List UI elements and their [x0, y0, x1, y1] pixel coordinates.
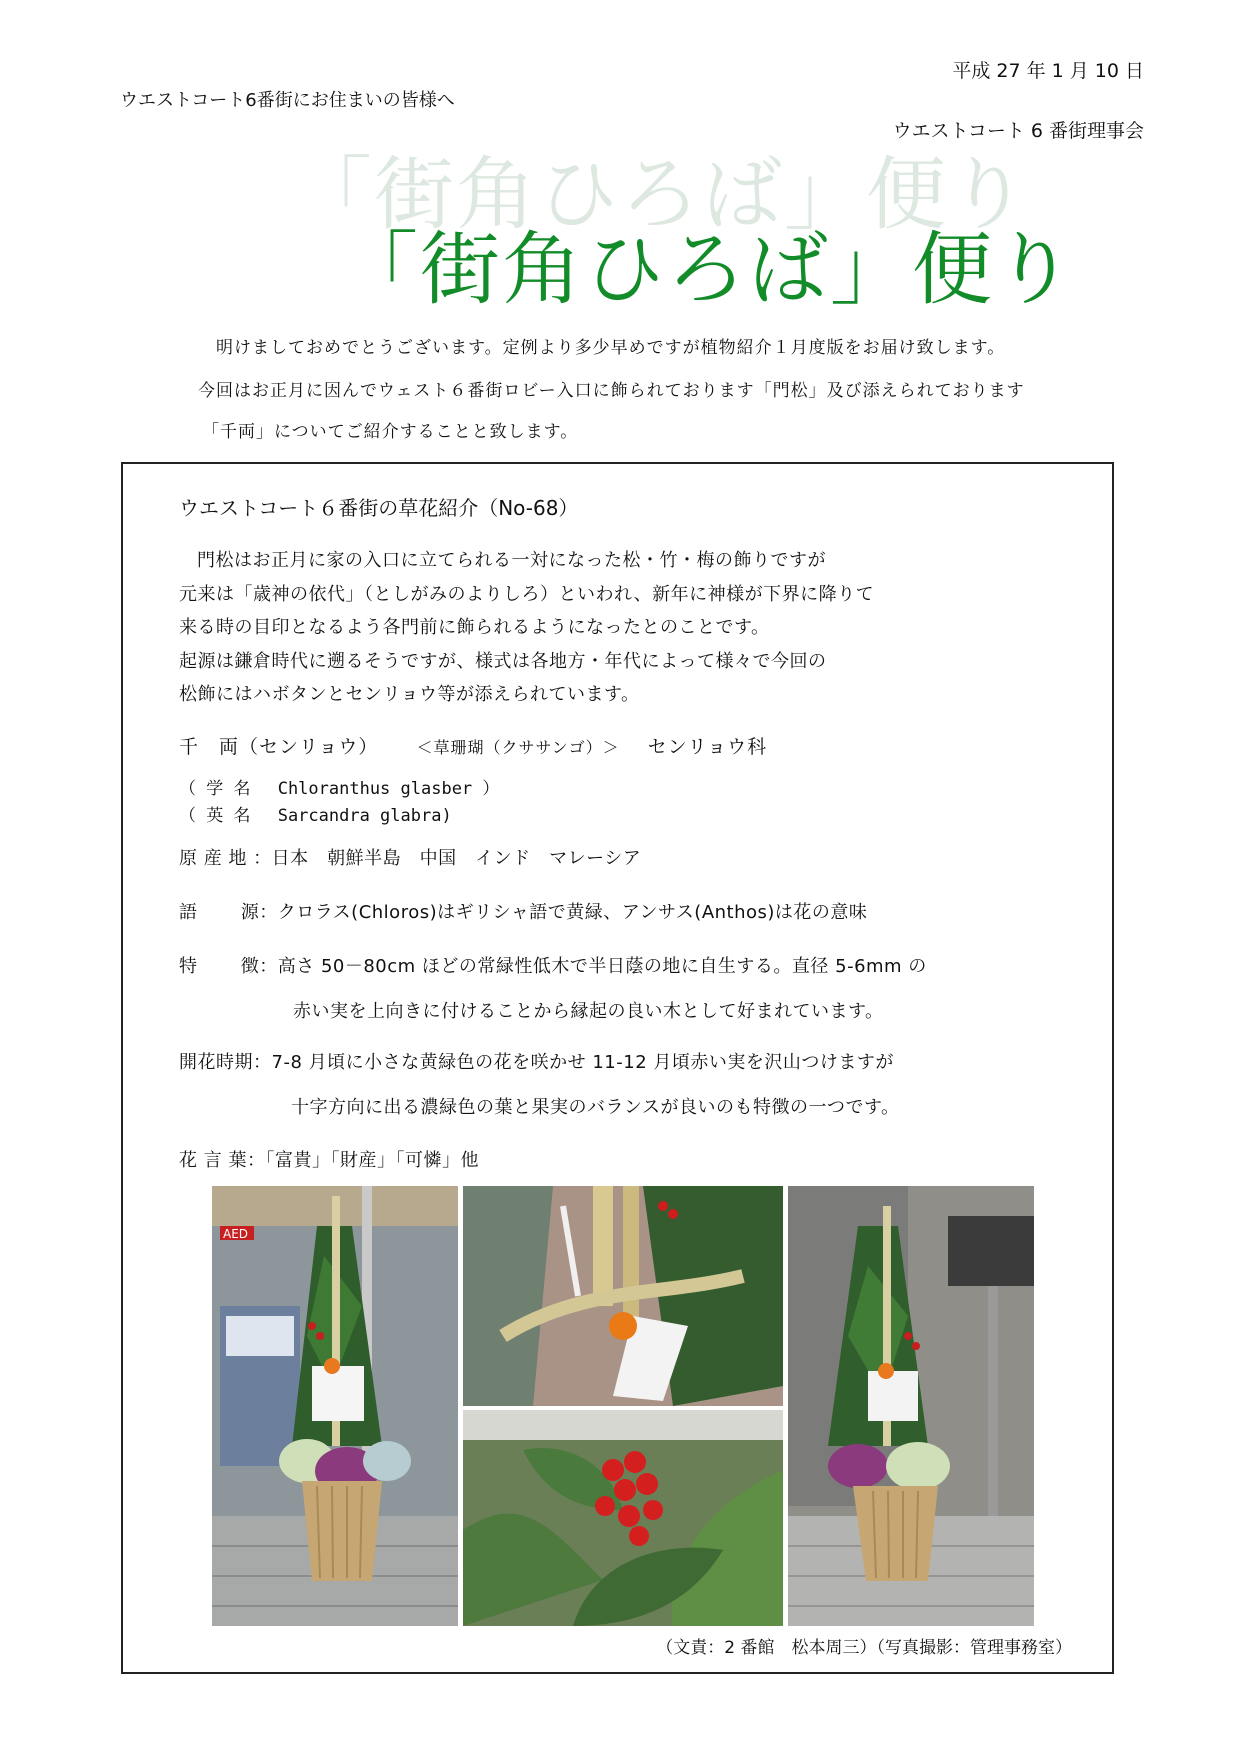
- paragraph-line-2: 元来は「歳神の依代」（としがみのよりしろ）といわれ、新年に神様が下界に降りて: [179, 584, 875, 605]
- photo-sign-text: AED: [223, 1227, 249, 1241]
- plant-family: センリョウ科: [647, 736, 768, 758]
- photo-kadomatsu-right: [788, 1186, 1034, 1626]
- scientific-name: （ 学 名 Chloranthus glasber ）: [179, 779, 500, 799]
- field-etymology: 語 源：クロラス(Chloros)はギリシャ語で黄緑、アンサス(Anthos)は花の意味: [179, 902, 868, 923]
- plant-header: [179, 732, 767, 759]
- plant-alt-name: ＜草珊瑚（クササンゴ）＞: [416, 738, 620, 757]
- field-bloom-line-1: 開花時期：7-8 月頃に小さな黄緑色の花を咲かせ 11-12 月頃赤い実を沢山つけますが: [179, 1052, 894, 1073]
- intro-line-1: 明けましておめでとうございます。定例より多少早めですが植物紹介１月度版をお届け致します。: [216, 338, 1006, 358]
- credit-line: （文責：2 番館 松本周三）（写真撮影：管理事務室）: [656, 1638, 1072, 1658]
- photo-kadomatsu-left: [212, 1186, 458, 1626]
- paragraph-line-3: 来る時の目印となるよう各門前に飾られるようになったとのことです。: [179, 617, 770, 638]
- photo-senryo-berries: [463, 1410, 783, 1626]
- sender: ウエストコート 6 番街理事会: [892, 120, 1144, 142]
- english-name: （ 英 名 Sarcandra glabra): [179, 806, 452, 826]
- date: 平成 27 年 1 月 10 日: [952, 60, 1144, 82]
- box-title: ウエストコート６番街の草花紹介（No-68）: [179, 496, 579, 520]
- field-feature-line-1: 特 徴：高さ 50－80cm ほどの常緑性低木で半日蔭の地に自生する。直径 5-6mm の: [179, 956, 927, 977]
- field-bloom-line-2: 十字方向に出る濃緑色の葉と果実のバランスが良いのも特徴の一つです。: [291, 1097, 900, 1118]
- intro-line-2: 今回はお正月に因んでウェスト６番街ロビー入口に飾られております「門松」及び添えられております: [198, 381, 1025, 401]
- paragraph-line-4: 起源は鎌倉時代に遡るそうですが、様式は各地方・年代によって様々で今回の: [179, 651, 827, 672]
- field-flower-language: 花 言 葉：「富貴」「財産」「可憐」他: [179, 1150, 479, 1171]
- plant-name: 千 両（センリョウ）: [179, 736, 379, 758]
- paragraph-line-1: 門松はお正月に家の入口に立てられる一対になった松・竹・梅の飾りですが: [197, 550, 826, 571]
- intro-line-3: 「千両」についてご紹介することと致します。: [202, 422, 579, 442]
- plant-introduction-box: [121, 462, 1114, 1674]
- field-origin: 原 産 地 ：日本 朝鮮半島 中国 インド マレーシア: [179, 848, 642, 869]
- addressee: ウエストコート6番街にお住まいの皆様へ: [120, 90, 455, 111]
- photo-shimenawa-closeup: [463, 1186, 783, 1406]
- paragraph-line-5: 松飾にはハボタンとセンリョウ等が添えられています。: [179, 684, 640, 705]
- page-title: 「街角ひろば」便り: [338, 223, 1076, 316]
- title-shadow: 「街角ひろば」便り: [292, 148, 1030, 241]
- field-feature-line-2: 赤い実を上向きに付けることから縁起の良い木として好まれています。: [293, 1001, 884, 1022]
